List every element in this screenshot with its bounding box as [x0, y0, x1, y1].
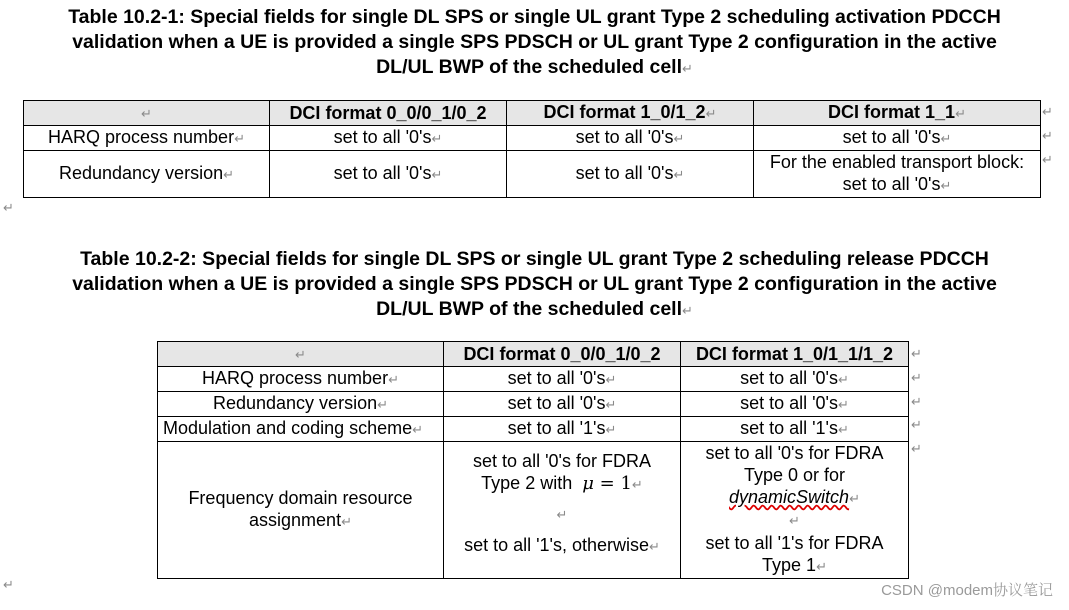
table-cell: set to all '0's↵ — [444, 367, 681, 392]
table2 — [157, 341, 909, 579]
paragraph-mark-icon: ↵ — [1042, 152, 1053, 167]
table1-title-line: Table 10.2-1: Special fields for single DL SPS or single UL grant Type 2 scheduling activation PDCCH — [68, 6, 1001, 28]
table-cell: HARQ process number↵ — [158, 367, 444, 392]
paragraph-mark-icon: ↵ — [911, 417, 922, 432]
paragraph-mark-icon: ↵ — [1042, 104, 1053, 119]
paragraph-mark-icon: ↵ — [556, 507, 568, 522]
table2-title-line: DL/UL BWP of the scheduled cell↵ — [376, 298, 693, 320]
table-cell: set to all '0's↵ — [681, 367, 909, 392]
table-row — [158, 392, 909, 417]
dynamic-switch-term: dynamicSwitch — [729, 487, 850, 507]
table-cell: set to all '0's↵ — [507, 151, 754, 198]
table-cell: set to all '0's↵ — [270, 126, 507, 151]
table1-header-empty — [24, 101, 270, 126]
table-cell: set to all '0's↵ — [507, 126, 754, 151]
table-row — [158, 417, 909, 442]
paragraph-mark-icon: ↵ — [911, 394, 922, 409]
table2-title-line: validation when a UE is provided a single SPS PDSCH or UL grant Type 2 configuration in the active — [72, 273, 997, 295]
paragraph-mark-icon: ↵ — [682, 303, 693, 318]
table-cell: set to all '0's↵ — [444, 392, 681, 417]
table2-title — [0, 247, 1069, 323]
table-cell: set to all '0's for FDRA Type 2 with μ = 1↵ ↵ set to all '1's, otherwise↵ — [444, 442, 681, 579]
table1-header: DCI format 0_0/0_1/0_2 — [270, 101, 507, 126]
mu-symbol: μ — [582, 473, 594, 494]
table1 — [23, 100, 1041, 198]
paragraph-mark-icon: ↵ — [1042, 128, 1053, 143]
paragraph-mark-icon: ↵ — [911, 370, 922, 385]
table-cell: set to all '1's↵ — [444, 417, 681, 442]
table-cell: set to all '0's↵ — [681, 392, 909, 417]
table-cell: Modulation and coding scheme↵ — [158, 417, 444, 442]
table-cell: set to all '1's↵ — [681, 417, 909, 442]
table-cell: Redundancy version↵ — [24, 151, 270, 198]
paragraph-mark-icon: ↵ — [141, 106, 152, 121]
table1-title — [0, 5, 1069, 81]
table-row — [158, 442, 909, 579]
table-cell: set to all '0's for FDRA Type 0 or for dynamicSwitch↵ ↵ set to all '1's for FDRA Type 1↵ — [681, 442, 909, 579]
paragraph-mark-icon: ↵ — [3, 200, 14, 215]
table-cell: For the enabled transport block: set to all '0's↵ — [754, 151, 1041, 198]
table-row — [24, 126, 1041, 151]
paragraph-mark-icon: ↵ — [911, 346, 922, 361]
table1-title-line: validation when a UE is provided a single SPS PDSCH or UL grant Type 2 configuration in the active — [72, 31, 997, 53]
table-row — [24, 151, 1041, 198]
watermark: CSDN @modem协议笔记 — [881, 582, 1053, 599]
table-cell: set to all '0's↵ — [270, 151, 507, 198]
table2-header: DCI format 1_0/1_1/1_2 — [681, 342, 909, 367]
paragraph-mark-icon: ↵ — [789, 513, 800, 528]
table2-header-empty — [158, 342, 444, 367]
table1-title-line: DL/UL BWP of the scheduled cell↵ — [376, 56, 693, 78]
table1-header: DCI format 1_1↵ — [754, 101, 1041, 126]
paragraph-mark-icon: ↵ — [3, 577, 14, 592]
table-cell: HARQ process number↵ — [24, 126, 270, 151]
table-cell: Frequency domain resource assignment↵ — [158, 442, 444, 579]
paragraph-mark-icon: ↵ — [682, 61, 693, 76]
table1-header: DCI format 1_0/1_2↵ — [507, 101, 754, 126]
table2-title-line: Table 10.2-2: Special fields for single DL SPS or single UL grant Type 2 scheduling release PDCCH — [80, 248, 989, 270]
table2-header: DCI format 0_0/0_1/0_2 — [444, 342, 681, 367]
table-cell: set to all '0's↵ — [754, 126, 1041, 151]
table-cell: Redundancy version↵ — [158, 392, 444, 417]
table-row — [158, 367, 909, 392]
paragraph-mark-icon: ↵ — [295, 347, 306, 362]
paragraph-mark-icon: ↵ — [911, 441, 922, 456]
